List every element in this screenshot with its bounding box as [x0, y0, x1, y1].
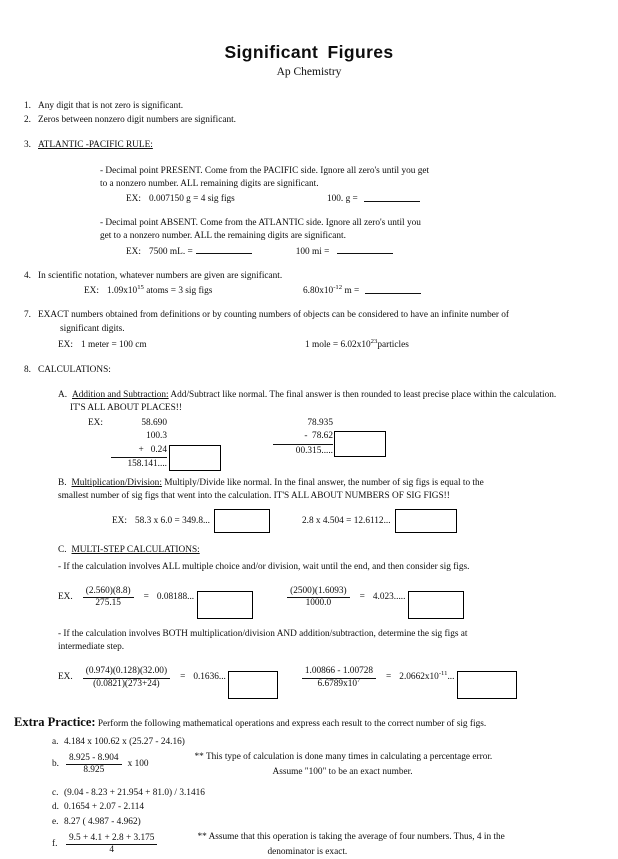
rule-3-heading: ATLANTIC -PACIFIC RULE: — [38, 140, 153, 151]
extra-practice-item-f-fraction — [66, 833, 157, 857]
calc-c-ex4-denominator — [302, 676, 376, 691]
rule-3-number: 3. — [24, 140, 31, 151]
extra-practice-item-f-note-1: ** Assume that this operation is taking the average of four numbers. Thus, 4 in the — [197, 832, 505, 843]
list-item — [52, 830, 604, 859]
calc-c-answer-box-3[interactable] — [228, 671, 278, 699]
calc-b-ex-right: 2.8 x 4.504 = 12.6112... — [301, 515, 391, 526]
calc-a-heading-row — [58, 389, 604, 402]
rule-7-ex-left: 1 meter = 100 cm — [80, 340, 147, 351]
rule-4-ex-right-base: 6.80x10 — [302, 285, 334, 296]
worksheet-page — [0, 42, 618, 857]
calc-b-ex-left: 58.3 x 6.0 = 349.8... — [134, 515, 210, 526]
rule-1-text: Any digit that is not zero is significant. — [38, 101, 184, 111]
atlantic-line-1: - Decimal point ABSENT. Come from the ATLANTIC side. Ignore all zero's until you — [100, 218, 421, 229]
list-item — [52, 735, 604, 749]
rule-7-line-2: significant digits. — [60, 324, 125, 335]
calc-a-sub-row-3: 00.315..... — [295, 445, 333, 456]
calc-c-answer-box-4[interactable] — [457, 671, 517, 699]
calc-c-ex4-result-base: 2.0662x10 — [399, 672, 439, 683]
calc-c-ex1-fraction — [83, 586, 134, 610]
atlantic-ex-label: EX: — [126, 246, 141, 257]
rule-4-ex-left-base: 1.09x10 — [106, 285, 138, 296]
calc-c-bullet-2-line-2: intermediate step. — [58, 641, 125, 652]
list-item — [52, 750, 604, 779]
rule-4-ex-label: EX: — [84, 285, 99, 296]
extra-practice-item-d-letter: d. — [52, 802, 59, 813]
rule-8-heading: CALCULATIONS: — [38, 364, 111, 375]
pacific-ex-right: 100. g = — [326, 193, 358, 204]
calc-a-add-row-2: 100.3 — [146, 431, 167, 442]
list-item — [52, 786, 604, 800]
extra-practice-item-f-letter: f. — [52, 839, 58, 850]
pacific-answer-blank[interactable] — [364, 193, 420, 202]
rule-4-ex-right-tail: m = — [342, 285, 360, 296]
calc-a-add-row-1: 58.690 — [141, 418, 167, 429]
calc-c-ex2-result: 4.023..... — [372, 592, 406, 603]
rule-7-line-1: EXACT numbers obtained from definitions or by counting numbers of objects can be considered to have an infinite number of — [38, 310, 510, 321]
calc-a-heading: Addition and Subtraction: — [72, 389, 169, 400]
extra-practice-item-b-tail: x 100 — [127, 759, 149, 770]
extra-practice-title: Extra Practice: — [14, 715, 96, 730]
calc-c-ex3-result: 0.1636... — [193, 672, 226, 683]
list-item — [52, 800, 604, 814]
atlantic-block — [100, 217, 604, 259]
pacific-example-row — [126, 193, 604, 206]
extra-practice-item-e-letter: e. — [52, 816, 59, 827]
calc-b-text: Multiply/Divide like normal. In the final answer, the number of sig figs is equal to the — [161, 477, 484, 488]
calc-section-b — [58, 477, 604, 533]
calc-c-heading-row — [58, 544, 604, 557]
calc-a-sub-row-1: 78.935 — [307, 418, 333, 429]
rule-7-ex-right-pre: 1 mole = 6.02x10 — [304, 340, 371, 351]
extra-practice-item-b-numerator: 8.925 - 8.904 — [66, 753, 122, 766]
extra-practice-item-b-note-2: Assume "100" to be an exact number. — [272, 766, 413, 777]
extra-practice-item-b-letter: b. — [52, 759, 59, 770]
calc-c-answer-box-1[interactable] — [197, 591, 253, 619]
rule-4-number: 4. — [24, 270, 31, 281]
extra-practice-list — [52, 735, 604, 859]
calc-b-heading-row — [58, 477, 604, 490]
calc-b-examples — [112, 509, 604, 533]
extra-practice-item-b-fraction — [66, 753, 122, 777]
calc-c-answer-box-2[interactable] — [408, 591, 464, 619]
calc-a-add-row-3: + 0.24 — [111, 444, 167, 458]
atlantic-example-row — [126, 246, 604, 259]
list-item — [52, 815, 604, 829]
rule-1-number: 1. — [24, 101, 31, 111]
rule-4-ex-right — [303, 285, 359, 298]
extra-practice-item-f-denominator: 4 — [109, 845, 115, 856]
calc-a-ex-label: EX: — [88, 418, 103, 429]
calc-a-subtraction-column — [273, 417, 333, 458]
pacific-ex-left: 0.007150 g = 4 sig figs — [148, 193, 235, 204]
calc-c-example-row-1 — [58, 577, 604, 619]
rule-4-example-row — [84, 285, 604, 298]
extra-practice-item-d-text: 0.1654 + 2.07 - 2.114 — [64, 802, 145, 813]
rule-7-number: 7. — [24, 310, 31, 321]
extra-practice-item-c-letter: c. — [52, 788, 59, 799]
calc-c-letter: C. — [58, 545, 67, 556]
calc-a-add-row-4: 158.141.... — [127, 458, 167, 469]
extra-practice-heading-row — [14, 714, 604, 732]
calc-a-subtraction-answer-box[interactable] — [334, 431, 386, 457]
calc-section-c — [58, 544, 604, 699]
extra-practice-item-f-numerator: 9.5 + 4.1 + 2.8 + 3.175 — [66, 833, 157, 846]
calc-c-ex4-result-post: ... — [447, 672, 455, 683]
extra-practice-item-a-letter: a. — [52, 736, 59, 747]
calc-c-bullet-1: - If the calculation involves ALL multiple choice and/or division, wait until the end, and then consider sig figs. — [58, 561, 470, 572]
rule-2 — [24, 114, 604, 127]
rule-4-answer-blank[interactable] — [365, 285, 421, 294]
extra-practice-item-f-note-2: denominator is exact. — [267, 846, 348, 857]
calc-c-ex3-numerator: (0.974)(0.128)(32.00) — [83, 666, 170, 679]
calc-a-addition-column — [111, 417, 167, 471]
calc-c-ex3-label: EX. — [58, 672, 73, 683]
calc-a-sub-row-2: - 78.62 — [273, 430, 333, 444]
calc-c-ex2-denominator: 1000.0 — [305, 598, 332, 609]
calc-c-ex4-denominator-exponent: 7 — [357, 676, 361, 684]
pacific-block — [100, 165, 604, 207]
calc-b-answer-box-1[interactable] — [214, 509, 270, 533]
extra-practice-item-b-note-1: ** This type of calculation is done many times in calculating a percentage error. — [194, 752, 493, 763]
atlantic-answer-blank-1[interactable] — [196, 246, 252, 255]
atlantic-ex-left: 7500 mL. = — [148, 246, 193, 257]
calc-a-subtext: IT'S ALL ABOUT PLACES!! — [70, 403, 182, 413]
extra-practice-intro: Perform the following mathematical operations and express each result to the correct number of sig figs. — [95, 719, 487, 730]
rule-3 — [24, 139, 604, 152]
extra-practice-item-c-text: (9.04 - 8.23 + 21.954 + 81.0) / 3.1416 — [64, 788, 205, 799]
extra-practice-section — [14, 714, 604, 859]
rule-2-number: 2. — [24, 115, 31, 126]
worksheet-body — [0, 100, 618, 859]
extra-practice-item-a-text: 4.184 x 100.62 x (25.27 - 24.16) — [64, 736, 185, 747]
atlantic-ex-right: 100 mi = — [295, 246, 330, 257]
rule-7 — [24, 309, 604, 322]
calc-a-letter: A. — [58, 389, 68, 400]
rule-2-text: Zeros between nonzero digit numbers are significant. — [38, 115, 237, 126]
calc-c-ex1-denominator: 275.15 — [95, 598, 121, 609]
calc-b-answer-box-2[interactable] — [395, 509, 457, 533]
calc-c-ex4-result-exponent: -11 — [438, 670, 448, 678]
extra-practice-item-b-denominator: 8.925 — [83, 765, 105, 776]
rule-7-example-row — [58, 339, 604, 352]
calc-c-ex1-equals: = — [143, 592, 149, 603]
rule-7-ex-label: EX: — [58, 340, 73, 351]
rule-4 — [24, 270, 604, 283]
rule-4-text: In scientific notation, whatever numbers are given are significant. — [38, 270, 283, 281]
extra-practice-item-e-text: 8.27 ( 4.987 - 4.962) — [64, 816, 141, 827]
calc-c-ex4-equals: = — [386, 672, 392, 683]
pacific-line-1: - Decimal point PRESENT. Come from the PACIFIC side. Ignore all zero's until you get — [100, 165, 430, 176]
rule-7-ex-right-post: particles — [377, 340, 409, 351]
calc-b-ex-label: EX: — [112, 515, 127, 526]
calc-c-ex3-fraction — [83, 666, 170, 690]
rule-7-ex-right-exponent: 23 — [370, 338, 378, 346]
calc-c-ex4-result — [399, 671, 454, 684]
rule-4-ex-left-exponent: 15 — [137, 283, 144, 291]
calc-c-ex4-numerator: 1.00866 - 1.00728 — [302, 666, 376, 679]
rule-4-ex-left-tail: atoms = 3 sig figs — [143, 285, 213, 296]
pacific-ex-label: EX: — [126, 193, 141, 204]
rule-1 — [24, 100, 604, 113]
calc-b-text-2: smallest number of sig figs that went into the calculation. IT'S ALL ABOUT NUMBERS OF SIG FIGS!! — [58, 491, 450, 502]
calc-c-ex2-numerator: (2500)(1.6093) — [287, 586, 350, 599]
calc-c-ex2-fraction — [287, 586, 350, 610]
page-title: Significant Figures — [224, 42, 394, 62]
calc-c-ex1-numerator: (2.560)(8.8) — [83, 586, 134, 599]
calc-c-ex2-equals: = — [359, 592, 365, 603]
calc-c-example-row-2 — [58, 657, 604, 699]
pacific-line-2: to a nonzero number. ALL remaining digits are significant. — [100, 178, 319, 189]
extra-practice-item-b-notes — [195, 750, 493, 779]
rule-7-ex-right — [305, 339, 409, 352]
rule-4-ex-right-exponent: -12 — [333, 283, 343, 291]
calc-a-examples — [88, 417, 604, 471]
atlantic-answer-blank-2[interactable] — [337, 246, 393, 255]
extra-practice-item-f-notes — [197, 830, 504, 859]
rule-8 — [24, 364, 604, 377]
calc-c-heading: MULTI-STEP CALCULATIONS: — [71, 545, 200, 556]
calc-c-ex4-denominator-base: 6.6789x10 — [317, 678, 358, 689]
calc-b-heading: Multiplication/Division: — [71, 477, 162, 488]
rule-8-number: 8. — [24, 364, 31, 375]
calc-c-ex3-denominator: (0.0821)(273+24) — [93, 678, 160, 689]
calc-b-letter: B. — [58, 477, 67, 488]
calc-section-a — [58, 389, 604, 471]
calc-a-text: Add/Subtract like normal. The final answer is then rounded to least precise place within the calculation. — [168, 389, 557, 400]
calc-c-bullet-2-line-1: - If the calculation involves BOTH multiplication/division AND addition/subtraction, determine the sig figs at — [58, 628, 468, 639]
calc-c-ex1-label: EX. — [58, 592, 73, 603]
calc-a-addition-answer-box[interactable] — [169, 445, 221, 471]
calc-c-ex1-result: 0.08188... — [156, 592, 195, 603]
calc-c-ex4-fraction — [302, 666, 376, 690]
page-subtitle: Ap Chemistry — [276, 66, 342, 78]
calc-c-ex3-equals: = — [180, 672, 186, 683]
rule-4-ex-left — [107, 285, 303, 298]
atlantic-line-2: get to a nonzero number. ALL the remaining digits are significant. — [100, 231, 346, 242]
